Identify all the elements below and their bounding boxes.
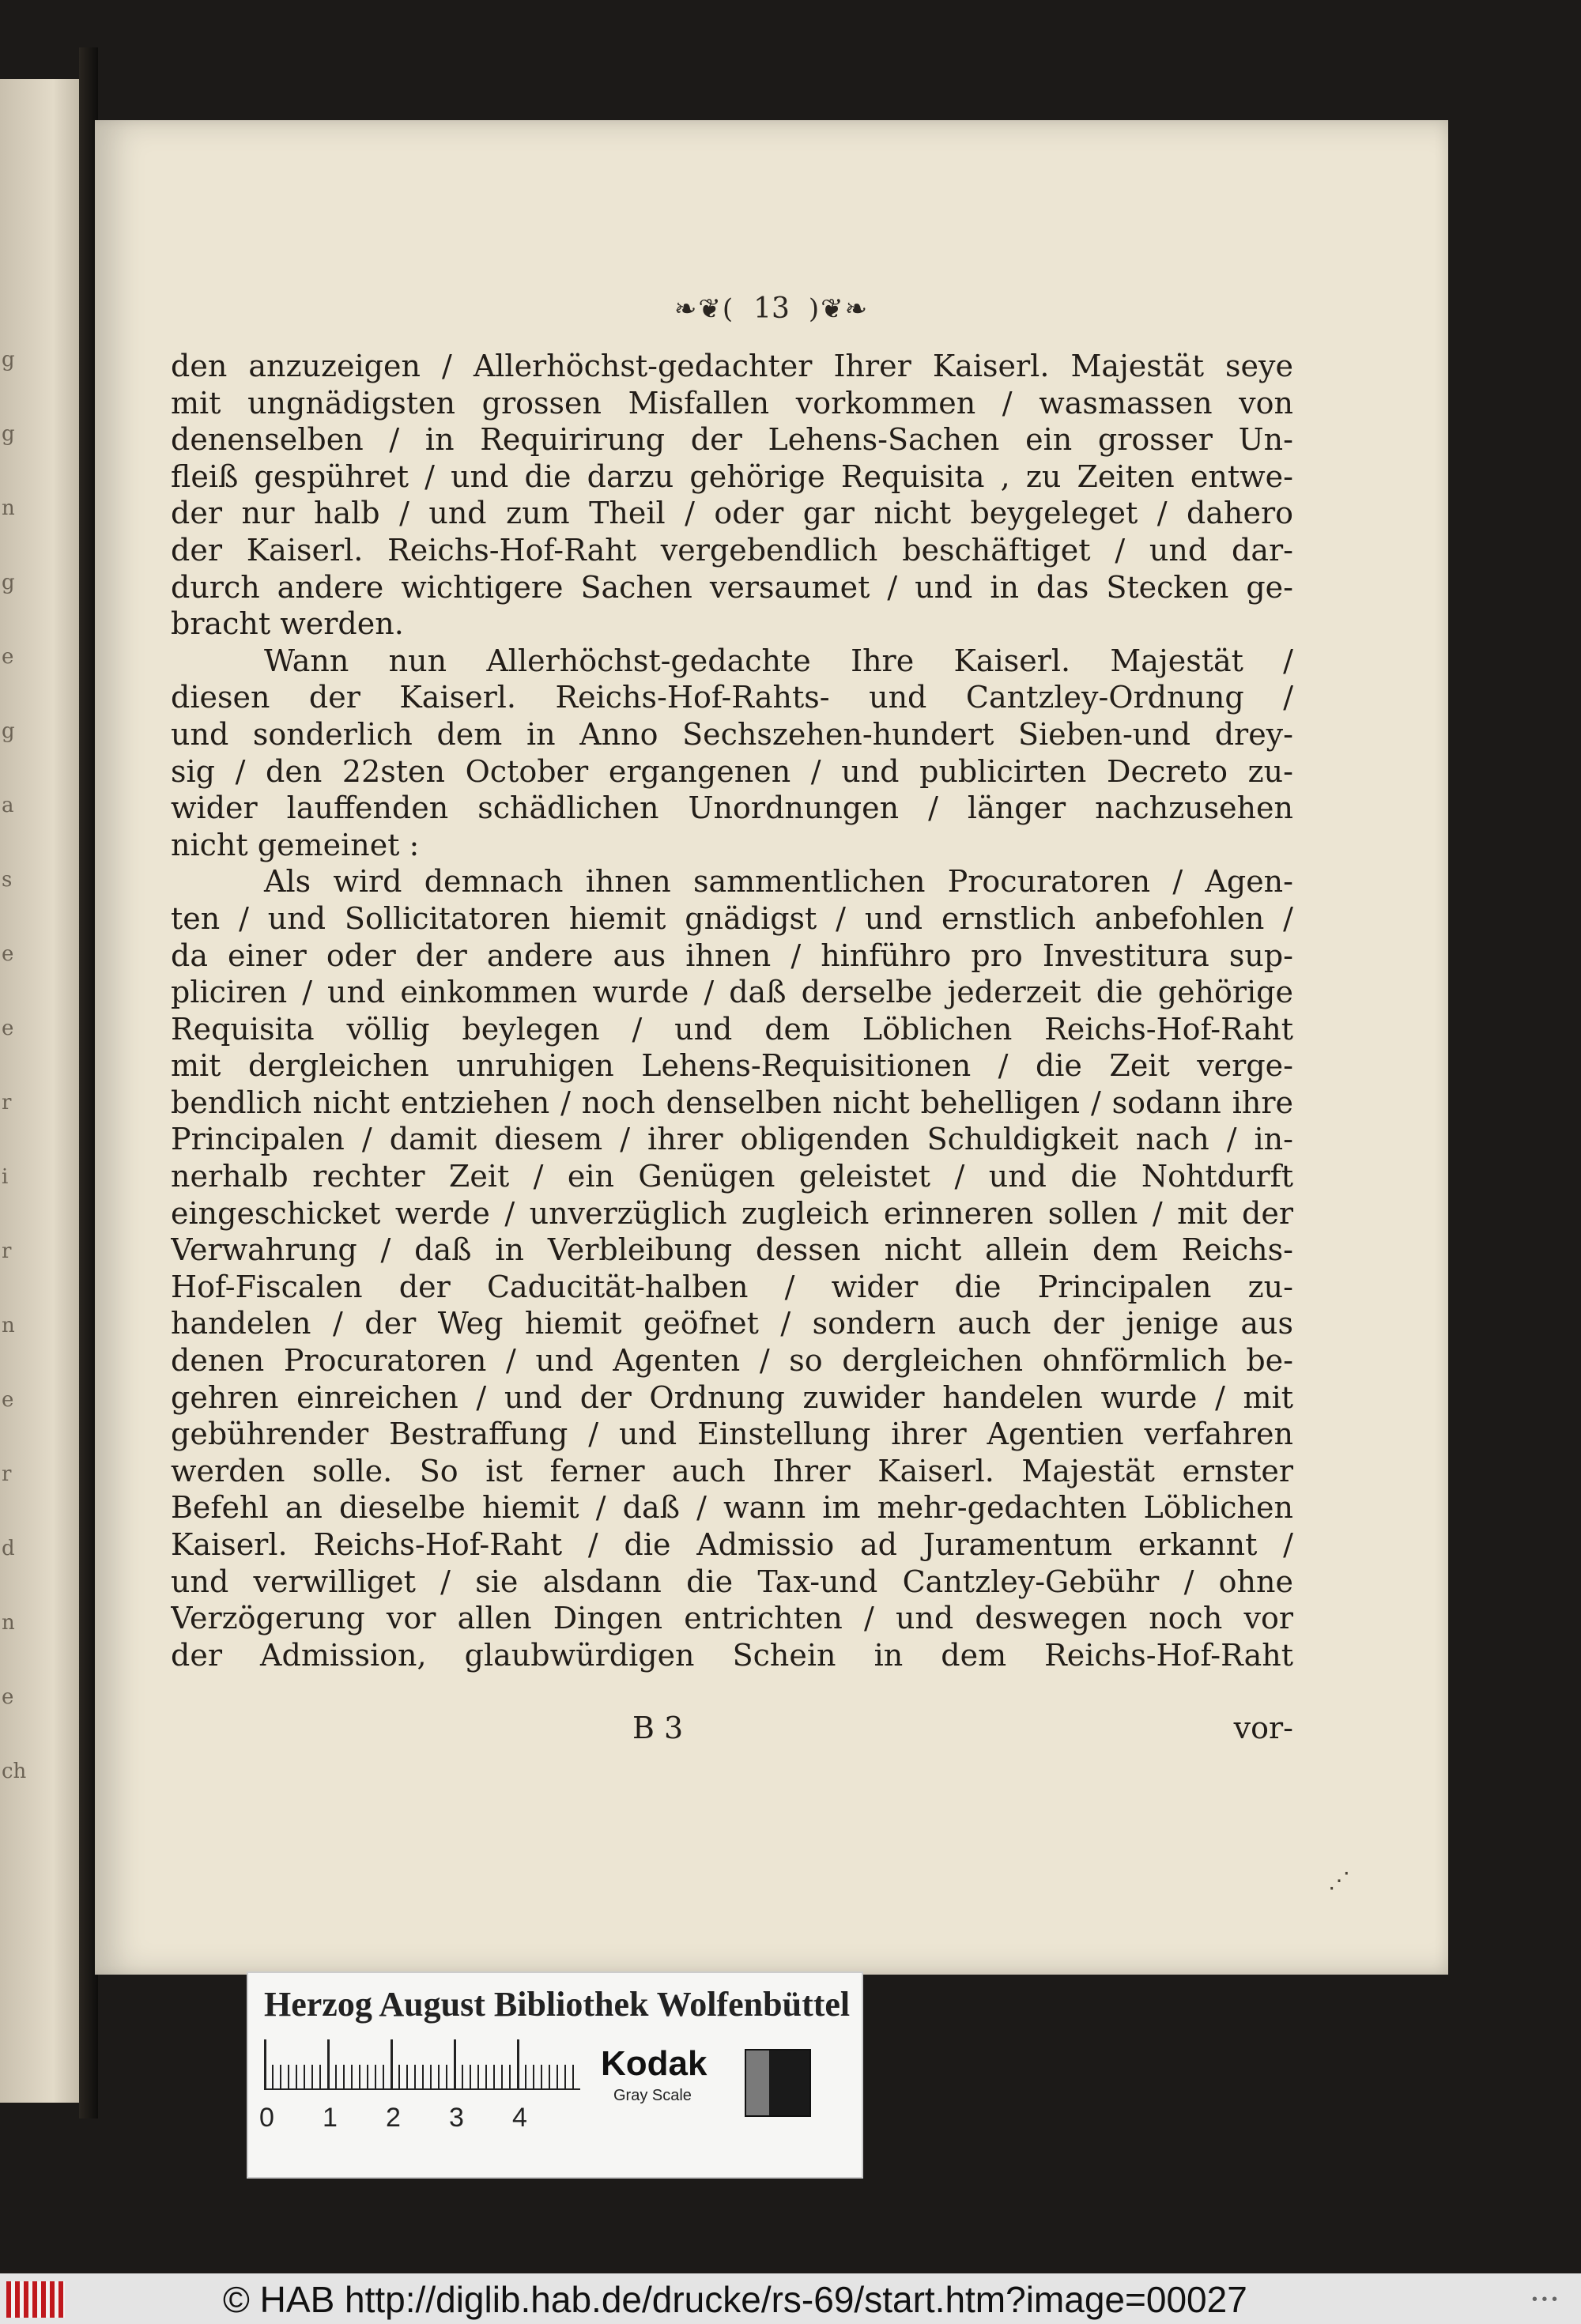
text-line: und sonderlich dem in Anno Sechszehen-hundert Sieben-und drey- — [171, 716, 1293, 752]
text-line: diesen der Kaiserl. Reichs-Hof-Rahts- und Cantzley-Ordnung / — [171, 680, 1293, 715]
ruler-label-0: 0 — [259, 2103, 274, 2133]
left-page-fragment: g — [2, 422, 15, 446]
left-page-edge — [0, 79, 89, 2103]
text-line: den anzuzeigen / Allerhöchst-gedachter Ihrer Kaiserl. Majestät seye — [171, 349, 1293, 383]
left-page-fragment: e — [2, 645, 14, 669]
library-name: Herzog August Bibliothek Wolfenbüttel — [264, 1985, 851, 2024]
left-page-fragment: g — [2, 571, 15, 594]
text-line: wider lauffenden schädlichen Unordnungen / länger nachzusehen — [171, 790, 1293, 826]
text-line: der Admission, glaubwürdigen Schein in dem Reichs-Hof-Raht — [171, 1637, 1293, 1673]
text-line: da einer oder der andere aus ihnen / hinführo pro Investitura sup- — [171, 938, 1293, 973]
text-line: gehren einreichen / und der Ordnung zuwider handelen wurde / mit — [171, 1379, 1293, 1415]
header-ornament-left: ❧❦( — [674, 293, 735, 325]
left-page-fragment: e — [2, 1017, 14, 1040]
text-line: pliciren / und einkommen wurde / daß derselbe jederzeit die gehörige — [171, 975, 1293, 1010]
text-line: und verwilliget / sie alsdann die Tax-und Cantzley-Gebühr / ohne — [171, 1564, 1293, 1599]
paper-speck: ⋰ — [1328, 1867, 1350, 1893]
text-line: mit dergleichen unruhigen Lehens-Requisitionen / die Zeit verge- — [171, 1048, 1293, 1084]
page-body-text — [171, 348, 1293, 1673]
text-line: fleiß gespühret / und die darzu gehörige Requisita , zu Zeiten entwe- — [171, 458, 1293, 494]
text-line: Verwahrung / daß in Verbleibung dessen nicht allein dem Reichs- — [171, 1232, 1293, 1268]
text-line: Principalen / damit diesem / ihrer obligenden Schuldigkeit nach / in- — [171, 1122, 1293, 1157]
text-line: nerhalb rechter Zeit / ein Genügen geleistet / und die Nohtdurft — [171, 1159, 1293, 1194]
footer-dots: • • • — [1531, 2291, 1557, 2308]
text-line: bendlich nicht entziehen / noch denselben nicht behelligen / sodann ihre — [171, 1085, 1293, 1120]
text-line: Verzögerung vor allen Dingen entrichten / und deswegen noch vor — [171, 1601, 1293, 1636]
book-page — [95, 120, 1448, 1975]
ruler-label-2: 2 — [386, 2103, 401, 2133]
ruler-label-4: 4 — [512, 2103, 527, 2133]
left-page-fragment: s — [2, 868, 13, 892]
text-line: handelen / der Weg hiemit geöfnet / sondern auch der jenige aus — [171, 1306, 1293, 1341]
header-ornament-right: )❦❧ — [808, 293, 870, 325]
text-line: Requisita völlig beylegen / und dem Löblichen Reichs-Hof-Raht — [171, 1011, 1293, 1047]
left-page-fragment: g — [2, 348, 15, 372]
text-line: eingeschicket werde / unverzüglich zugleich erinneren sollen / mit der — [171, 1195, 1293, 1231]
left-page-fragment: n — [2, 496, 15, 520]
text-line: mit ungnädigsten grossen Misfallen vorkommen / wasmassen von — [171, 385, 1293, 421]
gray-scale-patch — [745, 2049, 811, 2117]
left-page-fragment: d — [2, 1537, 15, 1560]
left-page-fragment: n — [2, 1314, 15, 1337]
left-page-fragment: g — [2, 719, 15, 743]
text-line: denenselben / in Requirirung der Lehens-Sachen ein grosser Un- — [171, 422, 1293, 458]
text-line: Hof-Fiscalen der Caducität-halben / wider die Principalen zu- — [171, 1269, 1293, 1304]
left-page-fragment: r — [2, 1462, 12, 1486]
signature-mark: B 3 — [632, 1711, 684, 1745]
text-line: sig / den 22sten October ergangenen / und publicirten Decreto zu- — [171, 753, 1293, 789]
ruler-major-ticks — [264, 2039, 580, 2088]
text-line: Befehl an dieselbe hiemit / daß / wann im mehr-gedachten Löblichen — [171, 1490, 1293, 1526]
footer-bar — [0, 2273, 1581, 2324]
left-page-fragment: r — [2, 1091, 12, 1115]
hab-logo-icon — [6, 2281, 65, 2318]
left-page-fragment: n — [2, 1611, 15, 1635]
text-line: durch andere wichtigere Sachen versaumet / und in das Stecken ge- — [171, 569, 1293, 605]
left-page-fragment: e — [2, 1388, 14, 1412]
page-number: 13 — [753, 292, 790, 325]
left-page-fragment: e — [2, 942, 14, 966]
left-page-fragment: e — [2, 1685, 14, 1709]
kodak-logo: Kodak — [601, 2044, 707, 2083]
kodak-subtitle: Gray Scale — [613, 2087, 692, 2104]
text-line: Wann nun Allerhöchst-gedachte Ihre Kaiserl. Majestät / — [264, 643, 1293, 678]
footer-url[interactable]: © HAB http://diglib.hab.de/drucke/rs-69/start.htm?image=00027 — [223, 2279, 1247, 2320]
text-line: Als wird demnach ihnen sammentlichen Procuratoren / Agen- — [264, 864, 1293, 900]
text-line: der nur halb / und zum Theil / oder gar nicht beygeleget / dahero — [171, 496, 1293, 531]
left-page-fragment: i — [2, 1165, 9, 1189]
color-scale-card — [247, 1971, 863, 2179]
page-header — [95, 292, 1448, 325]
catchword: vor- — [1233, 1711, 1293, 1745]
text-line: gebührender Bestraffung / und Einstellung ihrer Agentien verfahren — [171, 1417, 1293, 1452]
ruler-label-3: 3 — [449, 2103, 464, 2133]
text-line: denen Procuratoren / und Agenten / so dergleichen ohnförmlich be- — [171, 1343, 1293, 1379]
text-line: bracht werden. — [171, 606, 404, 642]
text-line: nicht gemeinet : — [171, 827, 420, 862]
text-line: ten / und Sollicitatoren hiemit gnädigst / und ernstlich anbefohlen / — [171, 900, 1293, 936]
left-page-fragment: r — [2, 1239, 12, 1263]
ruler-label-1: 1 — [323, 2103, 338, 2133]
left-page-fragment: a — [2, 794, 14, 817]
text-line: der Kaiserl. Reichs-Hof-Raht vergebendlich beschäftiget / und dar- — [171, 532, 1293, 568]
left-page-fragment: ch — [2, 1760, 27, 1783]
text-line: werden solle. So ist ferner auch Ihrer Kaiserl. Majestät ernster — [171, 1453, 1293, 1488]
text-line: Kaiserl. Reichs-Hof-Raht / die Admissio ad Juramentum erkannt / — [171, 1527, 1293, 1562]
